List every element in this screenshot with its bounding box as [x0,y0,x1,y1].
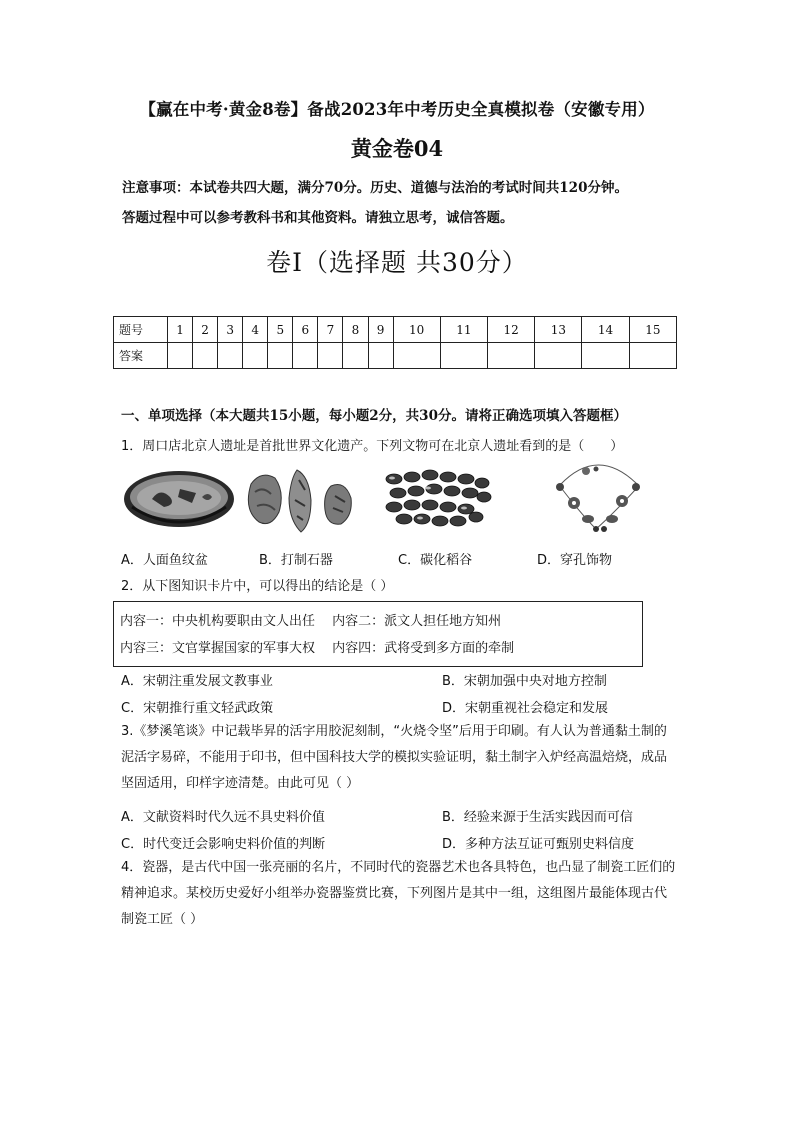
answer-cell[interactable] [393,343,440,369]
q2-option-a: A．宋朝注重发展文教事业 [121,674,273,689]
q3-line-2: 泥活字易碎，不能用于印书，但中国科技大学的模拟实验证明，黏土制字入炉经高温焙烧，成品 [121,750,668,765]
cell-number: 7 [318,317,343,343]
q1-option-a: A．人面鱼纹盆 [121,553,208,568]
answer-cell[interactable] [218,343,243,369]
q1-option-c: C．碳化稻谷 [398,553,473,568]
q3-stem [121,719,716,797]
answer-cell[interactable] [318,343,343,369]
q3-option-a: A．文献资料时代久远不具史料价值 [121,810,325,825]
cell-number: 3 [218,317,243,343]
cell-number: 10 [393,317,440,343]
q3-option-c: C．时代变迁会影响史料价值的判断 [121,837,326,852]
answer-table-number-row [114,317,677,343]
painted-basin-image [122,467,236,535]
q3-line-3: 坚固适用，印样字迹清楚。由此可见（ ） [121,776,360,791]
exam-title: 【赢在中考·黄金8卷】备战2023年中考历史全真模拟卷（安徽专用） [139,100,655,119]
cell-number: 11 [440,317,487,343]
q4-stem [121,855,716,933]
answer-table [113,316,677,369]
card-line-1: 内容一：中央机构要职由文人出任 内容二：派文人担任地方知州 [120,614,502,629]
answer-cell[interactable] [343,343,368,369]
answer-cell[interactable] [243,343,268,369]
cell-number: 14 [582,317,629,343]
section-title: 卷Ⅰ（选择题 共30分） [266,248,528,277]
exam-subtitle: 黄金卷04 [350,136,444,161]
cell-number: 5 [268,317,293,343]
cell-number: 1 [168,317,193,343]
q4-line-1: 4．瓷器，是古代中国一张亮丽的名片，不同时代的瓷器艺术也各具特色，也凸显了制瓷工匠们的 [121,860,676,875]
q1-stem: 1．周口店北京人遗址是首批世界文化遗产。下列文物可在北京人遗址看到的是（ ） [121,439,624,454]
notice-line-2: 答题过程中可以参考教科书和其他资料。请独立思考，诚信答题。 [122,210,514,226]
cell-number: 13 [535,317,582,343]
answer-cell[interactable] [535,343,582,369]
answer-cell[interactable] [582,343,629,369]
q4-line-2: 精神追求。某校历史爱好小组举办瓷器鉴赏比赛，下列图片是其中一组，这组图片最能体现古代 [121,886,668,901]
cell-number: 9 [368,317,393,343]
q2-option-c: C．宋朝推行重文轻武政策 [121,701,274,716]
answer-cell[interactable] [440,343,487,369]
q1-option-b: B．打制石器 [259,553,333,568]
knowledge-card [113,601,643,667]
cell-number: 6 [293,317,318,343]
cell-number: 8 [343,317,368,343]
part1-heading: 一、单项选择（本大题共15小题，每小题2分，共30分。请将正确选项填入答题框） [121,408,627,424]
card-line-2: 内容三：文官掌握国家的军事大权 内容四：武将受到多方面的牵制 [120,641,515,656]
answer-cell[interactable] [629,343,676,369]
answer-cell[interactable] [293,343,318,369]
cell-number: 12 [488,317,535,343]
q3-line-1: 3.《梦溪笔谈》中记载毕昇的活字用胶泥刻制，“火烧令坚”后用于印刷。有人认为普通黏土制的 [121,724,667,739]
answer-table-answer-row [114,343,677,369]
answer-cell[interactable] [268,343,293,369]
q2-stem: 2．从下图知识卡片中，可以得出的结论是（ ） [121,579,394,594]
q2-option-b: B．宋朝加强中央对地方控制 [442,674,607,689]
perforated-ornaments-image [550,463,646,535]
carbonized-rice-image [384,467,492,531]
answer-cell[interactable] [168,343,193,369]
answer-cell[interactable] [488,343,535,369]
answer-cell[interactable] [193,343,218,369]
row-label-number: 题号 [114,317,168,343]
notice-line-1: 注意事项：本试卷共四大题，满分70分。历史、道德与法治的考试时间共120分钟。 [122,180,628,196]
q3-option-d: D．多种方法互证可甄别史料信度 [442,837,635,852]
q4-line-3: 制瓷工匠（ ） [121,912,204,927]
cell-number: 4 [243,317,268,343]
answer-cell[interactable] [368,343,393,369]
stone-tools-image [245,466,357,534]
cell-number: 15 [629,317,676,343]
q2-option-d: D．宋朝重视社会稳定和发展 [442,701,609,716]
q3-option-b: B．经验来源于生活实践因而可信 [442,810,633,825]
row-label-answer: 答案 [114,343,168,369]
cell-number: 2 [193,317,218,343]
q1-option-d: D．穿孔饰物 [537,553,613,568]
